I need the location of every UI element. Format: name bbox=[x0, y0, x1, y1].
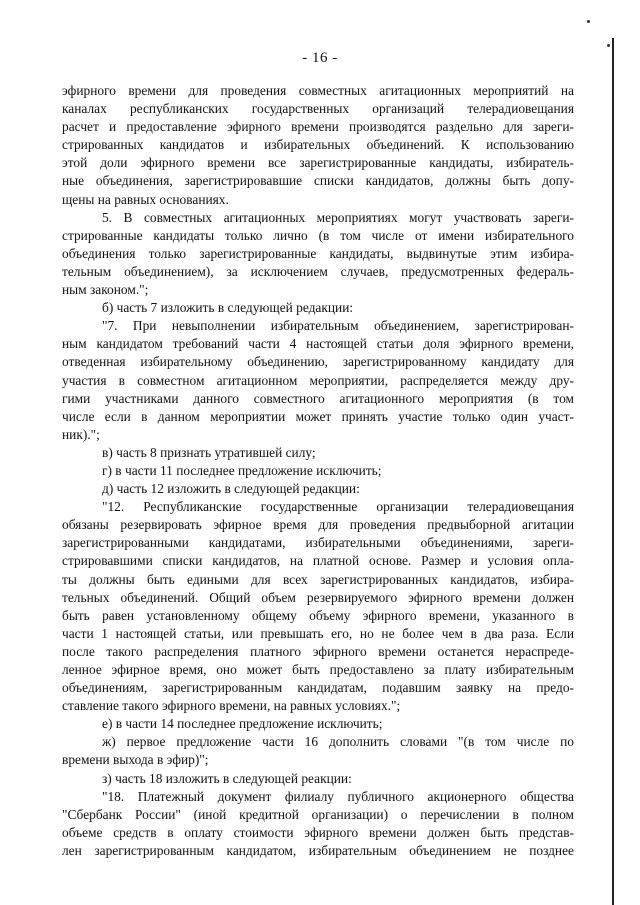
text-line: "Сбербанк России" (иной кредитной организации) о перечислении в полном bbox=[62, 806, 574, 822]
text-line: е) в части 14 последнее предложение исключить; bbox=[102, 716, 383, 732]
text-line: стрированные кандидаты только лично (в том числе от имени избирательного bbox=[62, 227, 574, 243]
text-line: ные объединения, зарегистрировавшие списки кандидатов, должны быть допу- bbox=[62, 173, 574, 189]
text-line: ным законом."; bbox=[62, 282, 149, 298]
text-line: б) часть 7 изложить в следующей редакции: bbox=[102, 300, 354, 316]
text-line: обязаны резервировать эфирное время для проведения предвыборной агитации bbox=[62, 517, 574, 533]
text-line: стрировавшими списки кандидатов, на платной основе. Размер и условия опла- bbox=[62, 553, 574, 569]
text-line: части 1 настоящей статьи, или превышать его, но не более чем в два раза. Если bbox=[62, 625, 574, 641]
text-line: расчет и предоставление эфирного времени производятся раздельно для зареги- bbox=[62, 119, 574, 135]
text-line: в) часть 8 признать утратившей силу; bbox=[102, 444, 316, 460]
text-line: объединения только зарегистрированные кандидаты, выдвинутые этим избира- bbox=[62, 245, 574, 261]
text-line: ставление такого эфирного времени, на равных условиях."; bbox=[62, 698, 401, 714]
scan-edge-line bbox=[612, 38, 614, 905]
text-line: 5. В совместных агитационных мероприятиях могут участвовать зареги- bbox=[102, 209, 574, 225]
page-number: - 16 - bbox=[302, 50, 338, 66]
text-line: времени выхода в эфир)"; bbox=[62, 752, 209, 768]
text-line: "18. Платежный документ филиалу публичного акционерного общества bbox=[102, 788, 574, 804]
text-line: объединениям, зарегистрированным кандидатам, подавшим заявку на предо- bbox=[62, 680, 574, 696]
text-line: з) часть 18 изложить в следующей реакции: bbox=[102, 770, 352, 786]
text-line: быть равен установленному общему объему эфирного времени, указанного в bbox=[62, 607, 574, 623]
text-line: д) часть 12 изложить в следующей редакции: bbox=[102, 481, 360, 497]
text-line: тельных объединений. Общий объем резервируемого эфирного времени должен bbox=[62, 589, 574, 605]
text-line: щены на равных основаниях. bbox=[62, 191, 229, 207]
text-line: числе если в данном мероприятии может принять участие только один участ- bbox=[62, 408, 574, 424]
text-line: ник)."; bbox=[62, 426, 100, 442]
text-line: стрированных кандидатов и избирательных объединений. К использованию bbox=[62, 137, 574, 153]
text-line: каналах республиканских государственных организаций телерадиовещания bbox=[62, 101, 574, 117]
text-line: отведенная избирательному объединению, зарегистрированному кандидату для bbox=[62, 354, 574, 370]
text-line: ж) первое предложение части 16 дополнить словами "(в том числе по bbox=[102, 734, 574, 750]
text-line: этой доли эфирного времени все зарегистрированные кандидаты, избиратель- bbox=[62, 155, 574, 171]
text-line: гими участниками данного совместного агитационного мероприятия (в том bbox=[62, 390, 574, 406]
scan-speck bbox=[607, 44, 610, 47]
text-line: "7. При невыполнении избирательным объединением, зарегистрирован- bbox=[102, 318, 574, 334]
text-line: ты должны быть едиными для всех зарегистрированных кандидатов, избира- bbox=[62, 571, 574, 587]
text-line: "12. Республиканские государственные организации телерадиовещания bbox=[102, 499, 574, 515]
text-line: объеме средств в оплату стоимости эфирного времени должен быть представ- bbox=[62, 824, 574, 840]
scan-speck bbox=[587, 20, 590, 23]
text-line: после такого распределения платного эфирного времени останется нераспреде- bbox=[62, 643, 574, 659]
document-body bbox=[62, 82, 574, 860]
text-line: ленное эфирное время, оно может быть предоставлено за плату избирательным bbox=[62, 662, 574, 677]
text-line: зарегистрированными кандидатами, избирательными объединениями, зареги- bbox=[62, 535, 574, 551]
text-line: эфирного времени для проведения совместных агитационных мероприятий на bbox=[62, 83, 574, 98]
text-line: г) в части 11 последнее предложение исключить; bbox=[102, 462, 382, 478]
text-line: тельным объединением), за исключением случаев, предусмотренных федераль- bbox=[62, 263, 574, 279]
text-line: лен зарегистрированным кандидатом, избирательным объединением не позднее bbox=[62, 842, 574, 858]
text-line: ным кандидатом требований части 4 настоящей статьи доля эфирного времени, bbox=[62, 336, 574, 352]
text-line: участия в совместном агитационном мероприятии, распределяется между дру- bbox=[62, 372, 574, 388]
